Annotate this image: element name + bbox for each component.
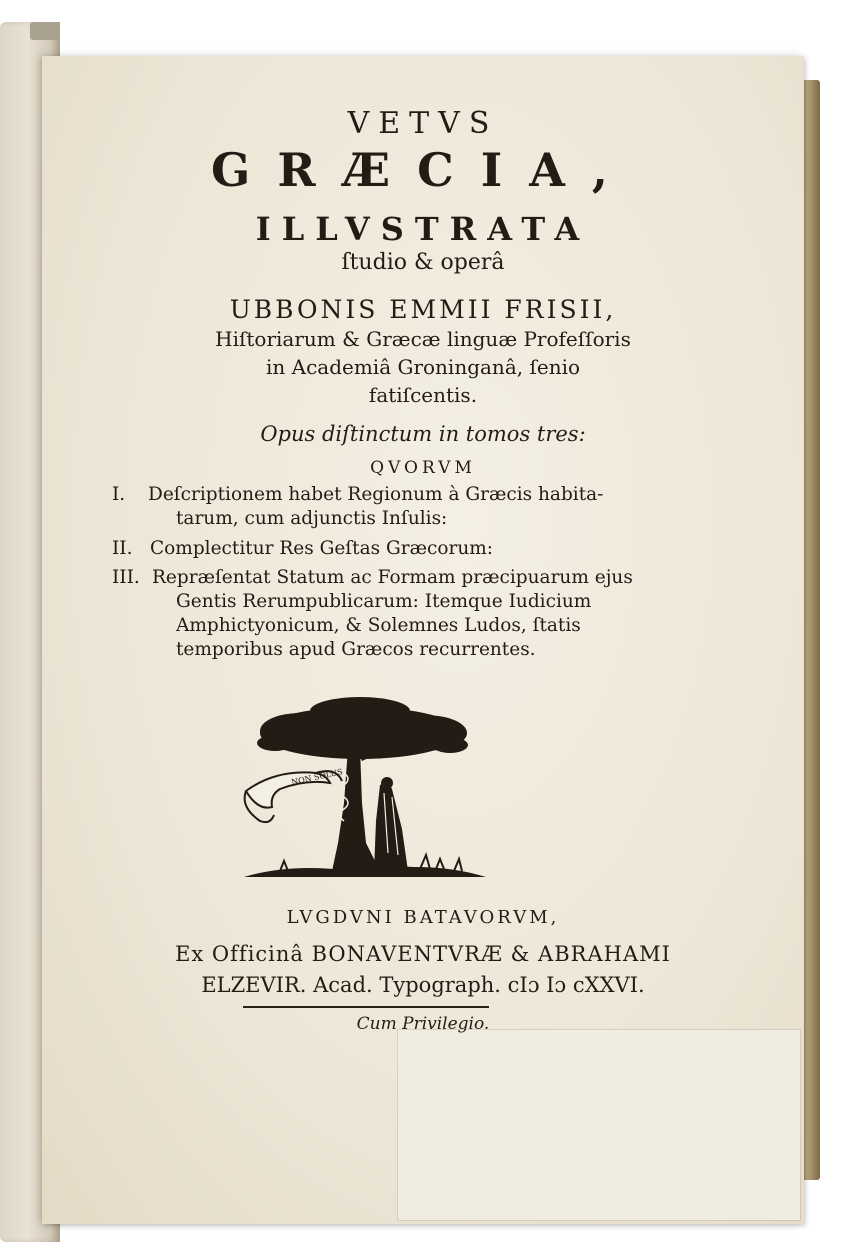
imprint-date: ELZEVIR. Acad. Typograph. cIɔ Iɔ cXXVI.	[201, 973, 645, 997]
imprint-publisher: Ex Officinâ BONAVENTVRÆ & ABRAHAMI	[175, 942, 671, 966]
title-line-graecia: GRÆCIA,	[211, 143, 635, 197]
privilege-line: Cum Privilegio.	[356, 1014, 490, 1034]
author-name: UBBONIS EMMII FRISII,	[229, 295, 617, 324]
imprint-city: LVGDVNI BATAVORVM,	[286, 907, 560, 928]
contents-line: Repræſentat Statum ac Formam præcipuarum ejus	[152, 567, 633, 588]
author-institution: in Academiâ Groninganâ, ſenio	[265, 355, 581, 379]
spine-edge	[30, 22, 60, 40]
contents-number: I.	[112, 484, 126, 505]
quorum-heading: QVORVM	[370, 458, 476, 478]
contents-line: Deſcriptionem habet Regionum à Græcis habita-	[148, 484, 604, 505]
contents-line: Gentis Rerumpublicarum: Itemque Iudicium	[176, 591, 592, 612]
author-age: fatiſcentis.	[368, 383, 478, 407]
title-line-illustrata: ILLVSTRATA	[255, 210, 591, 248]
printers-device-woodcut	[240, 693, 490, 883]
title-line-vetus: VETVS	[347, 106, 499, 141]
contents-number: II.	[112, 538, 133, 559]
banner-motto: NON SOLUS	[290, 767, 344, 787]
contents-number: III.	[112, 567, 140, 588]
paper-repair	[398, 1030, 800, 1220]
opus-statement: Opus diſtinctum in tomos tres:	[260, 422, 586, 446]
hermit-figure-icon	[374, 777, 408, 871]
subtitle: ſtudio & operâ	[341, 250, 505, 275]
contents-line: Amphictyonicum, & Solemnes Ludos, ſtatis	[176, 615, 581, 636]
author-title: Hiſtoriarum & Græcæ linguæ Profeſſoris	[215, 327, 631, 351]
contents-line: temporibus apud Græcos recurrentes.	[176, 639, 536, 660]
contents-line: Complectitur Res Geſtas Græcorum:	[150, 538, 494, 559]
contents-line: tarum, cum adjunctis Inſulis:	[176, 508, 448, 529]
divider-rule	[243, 1006, 489, 1008]
